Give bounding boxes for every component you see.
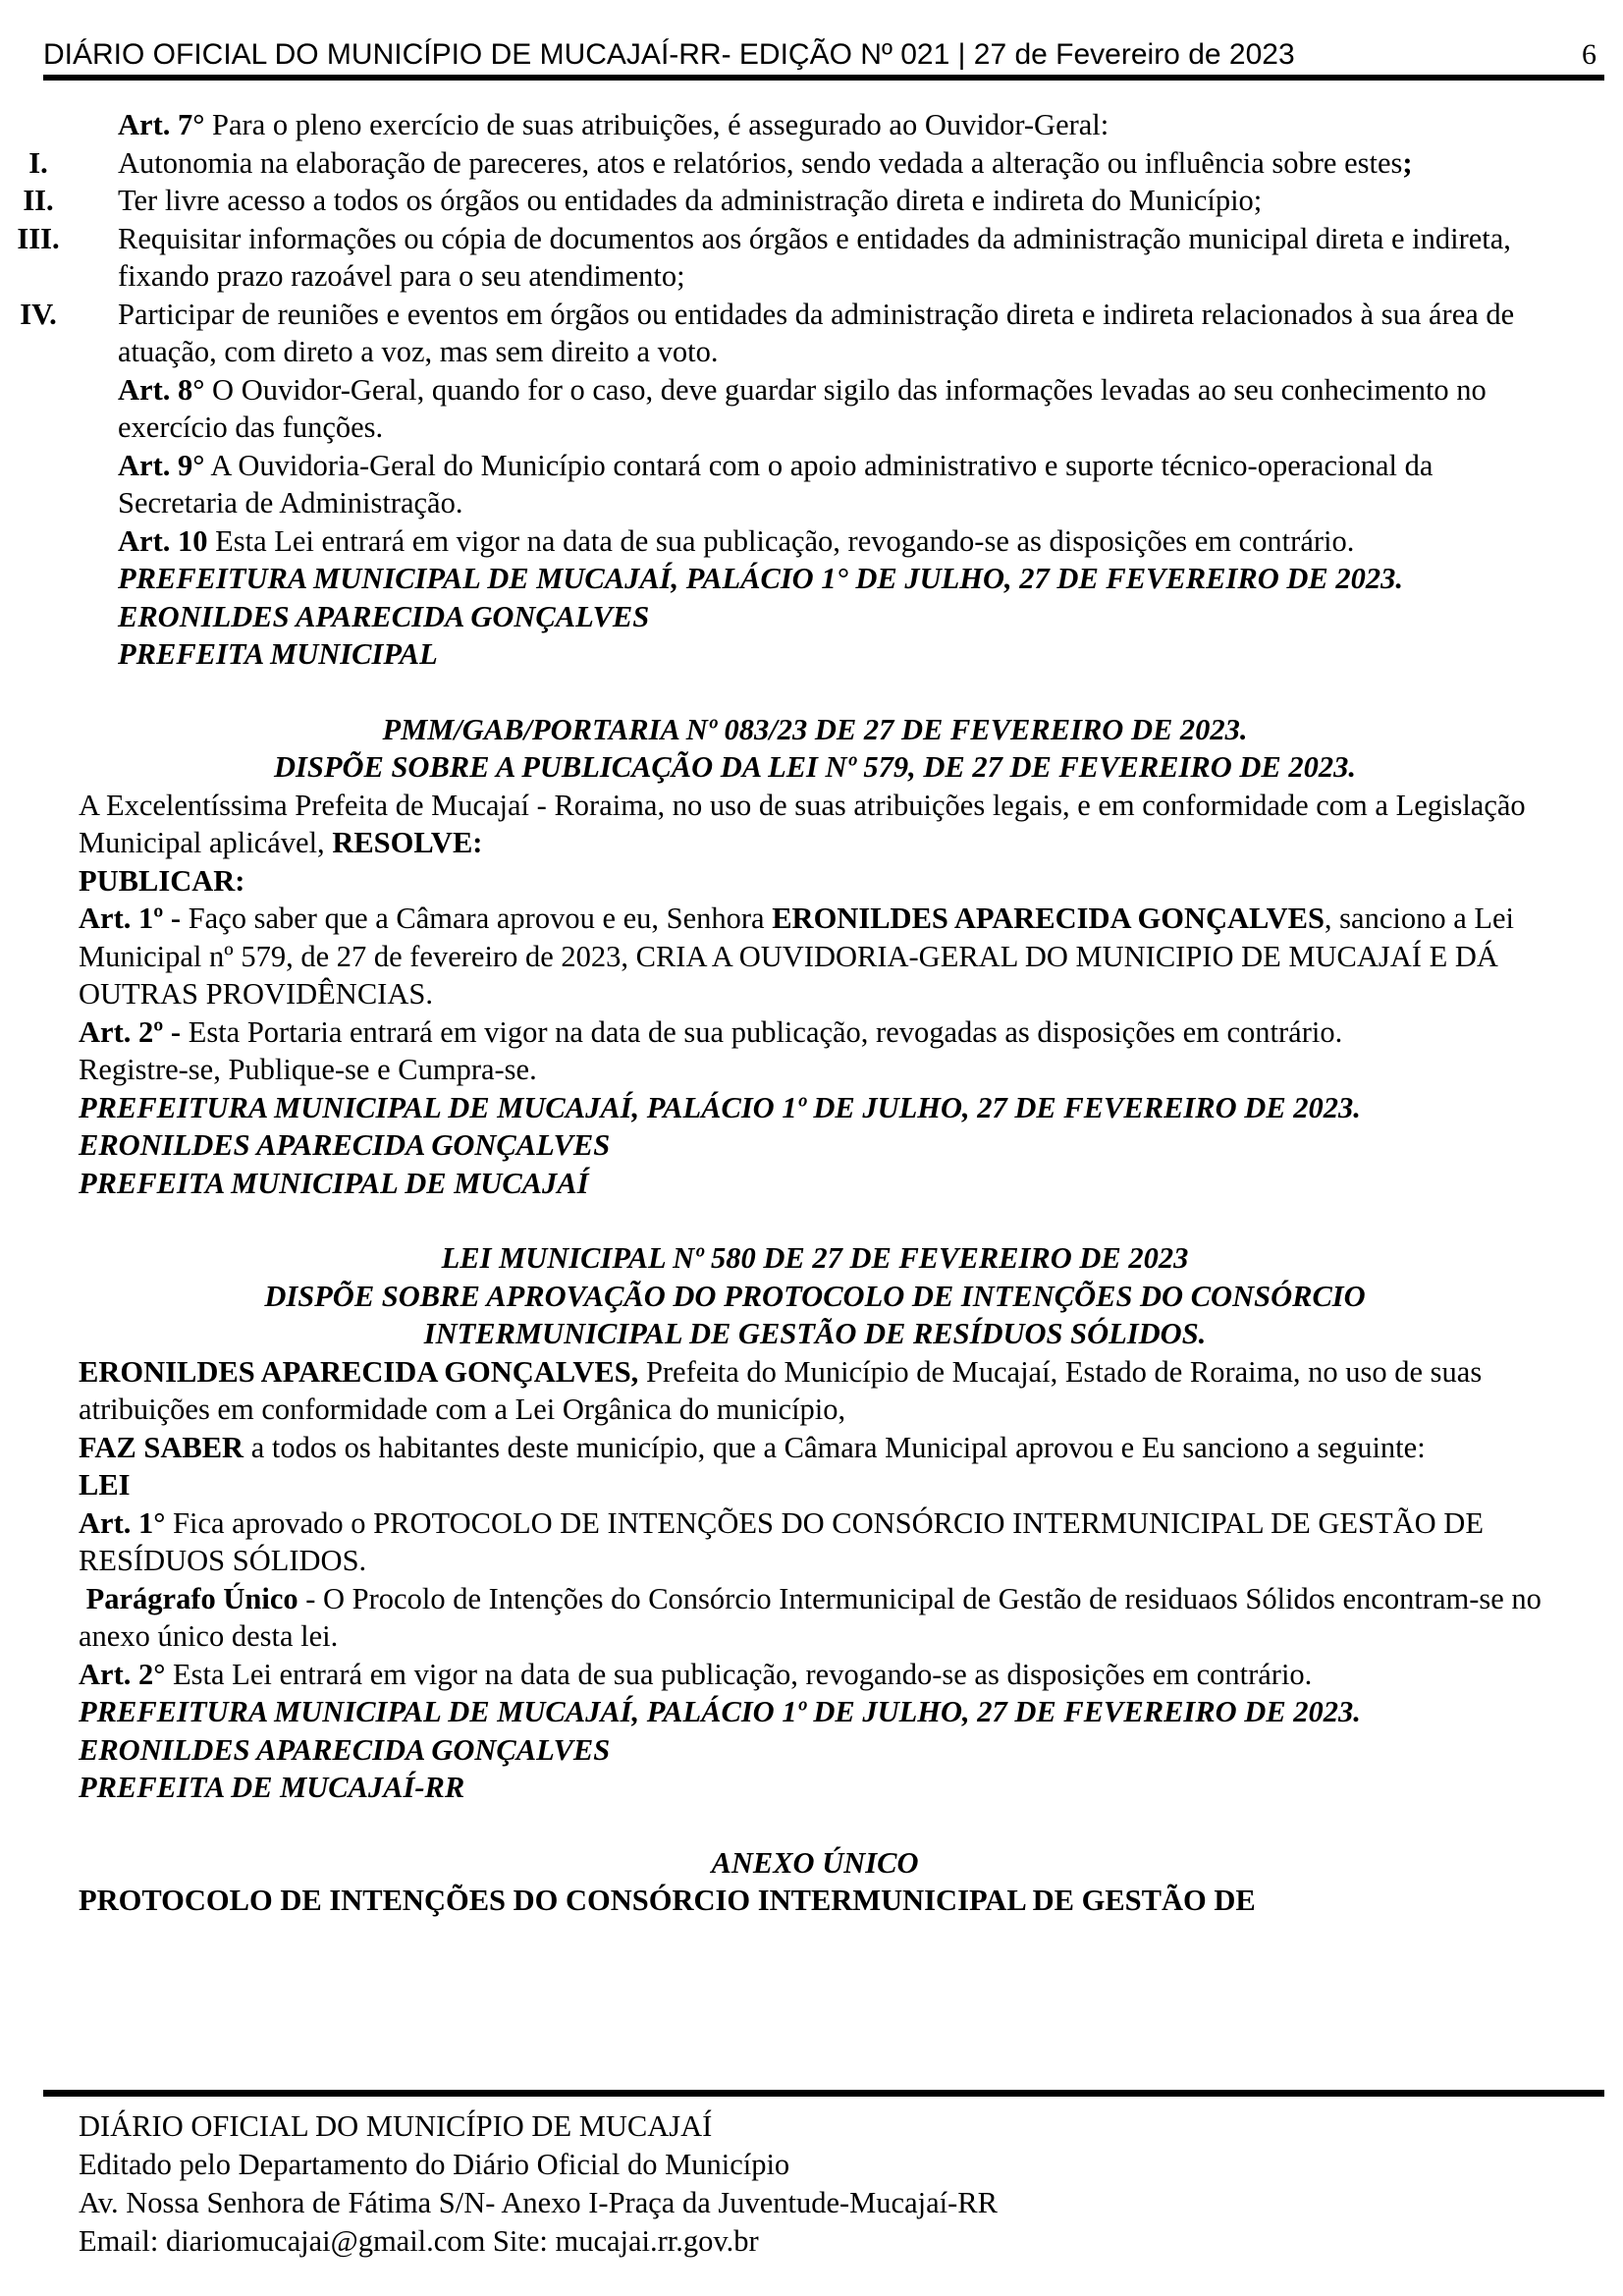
law580-art1: Art. 1° Fica aprovado o PROTOCOLO DE INTENÇÕES DO CONSÓRCIO INTERMUNICIPAL DE GESTÃO DE RESÍDUOS SÓLIDOS.	[79, 1505, 1484, 1577]
portaria-intro: A Excelentíssima Prefeita de Mucajaí - Roraima, no uso de suas atribuições legais, e em conformidade com a Legislação Municipal aplicável, RESOLVE:	[79, 788, 1526, 859]
footer-line-4: Email: diariomucajai@gmail.com Site: mucajai.rr.gov.br	[79, 2224, 759, 2258]
portaria-art2: Art. 2º - Esta Portaria entrará em vigor na data de sua publicação, revogadas as disposições em contrário.	[79, 1014, 1343, 1049]
law579-sign-name: ERONILDES APARECIDA GONÇALVES	[118, 599, 650, 633]
annex-subtitle: PROTOCOLO DE INTENÇÕES DO CONSÓRCIO INTERMUNICIPAL DE GESTÃO DE	[79, 1884, 1256, 1917]
portaria-publicar: PUBLICAR:	[79, 863, 245, 898]
law580-sign-role: PREFEITA DE MUCAJAÍ-RR	[79, 1771, 465, 1804]
law580-sign-place: PREFEITURA MUNICIPAL DE MUCAJAÍ, PALÁCIO 1º DE JULHO, 27 DE FEVEREIRO DE 2023.	[79, 1695, 1361, 1728]
law579-sign-role: PREFEITA MUNICIPAL	[118, 637, 438, 671]
law579-art7: Art. 7° Para o pleno exercício de suas atribuições, é assegurado ao Ouvidor-Geral:	[118, 108, 1109, 141]
page-footer	[79, 2107, 1551, 2261]
page-number: 6	[1582, 38, 1596, 71]
portaria-register: Registre-se, Publique-se e Cumpra-se.	[79, 1053, 537, 1086]
law580-title: LEI MUNICIPAL Nº 580 DE 27 DE FEVEREIRO DE 2023	[441, 1241, 1189, 1275]
page-header	[43, 35, 1604, 75]
law580-art2: Art. 2° Esta Lei entrará em vigor na data de sua publicação, revogando-se as disposições em contrário.	[79, 1657, 1313, 1691]
law579-item-2: II. Ter livre acesso a todos os órgãos ou entidades da administração direta e indireta do Município;	[23, 184, 1263, 217]
header-title: DIÁRIO OFICIAL DO MUNICÍPIO DE MUCAJAÍ-RR- EDIÇÃO Nº 021 | 27 de Fevereiro de 2023	[43, 38, 1295, 71]
law580-subtitle-2: INTERMUNICIPAL DE GESTÃO DE RESÍDUOS SÓLIDOS.	[423, 1317, 1207, 1350]
law579-sign-place: PREFEITURA MUNICIPAL DE MUCAJAÍ, PALÁCIO 1° DE JULHO, 27 DE FEVEREIRO DE 2023.	[118, 562, 1403, 595]
law580-paragrafo: Parágrafo Único - O Procolo de Intenções do Consórcio Intermunicipal de Gestão de residuaos Sólidos encontram-se no anexo único desta lei.	[79, 1581, 1542, 1653]
portaria-art1: Art. 1º - Faço saber que a Câmara aprovou e eu, Senhora ERONILDES APARECIDA GONÇALVES, sanciono a Lei Municipal nº 579, de 27 de fevereiro de 2023, CRIA A OUVIDORIA-GERAL DO MUNICIPIO DE MUCAJAÍ E DÁ OUTRAS PROVIDÊNCIAS.	[79, 902, 1515, 1011]
footer-line-1: DIÁRIO OFICIAL DO MUNICÍPIO DE MUCAJAÍ	[79, 2109, 713, 2143]
law579-item-1: I. Autonomia na elaboração de pareceres, atos e relatórios, sendo vedada a alteração ou influência sobre estes;	[28, 145, 1413, 180]
header-rule	[43, 75, 1604, 81]
portaria-sign-name: ERONILDES APARECIDA GONÇALVES	[79, 1128, 611, 1162]
portaria-title: PMM/GAB/PORTARIA Nº 083/23 DE 27 DE FEVEREIRO DE 2023.	[382, 712, 1248, 746]
footer-line-3: Av. Nossa Senhora de Fátima S/N- Anexo I-Praça da Juventude-Mucajaí-RR	[79, 2186, 998, 2219]
law579-item-4: IV. Participar de reuniões e eventos em órgãos ou entidades da administração direta e indireta relacionados à sua área de atuação, com direto a voz, mas sem direito a voto.	[20, 297, 1515, 368]
law580-faz-saber: FAZ SABER a todos os habitantes deste município, que a Câmara Municipal aprovou e Eu sanciono a seguinte:	[79, 1430, 1426, 1464]
law580-subtitle-1: DISPÕE SOBRE APROVAÇÃO DO PROTOCOLO DE INTENÇÕES DO CONSÓRCIO	[264, 1279, 1366, 1313]
footer-rule	[43, 2090, 1604, 2097]
page-content	[17, 106, 1551, 1920]
law580-lei: LEI	[79, 1468, 131, 1502]
law580-sign-name: ERONILDES APARECIDA GONÇALVES	[79, 1732, 611, 1767]
law579-art10: Art. 10 Esta Lei entrará em vigor na data de sua publicação, revogando-se as disposições em contrário.	[118, 523, 1355, 558]
footer-line-2: Editado pelo Departamento do Diário Oficial do Município	[79, 2148, 790, 2181]
law579-item-3: III. Requisitar informações ou cópia de documentos aos órgãos e entidades da administração municipal direta e indireta, fixando prazo razoável para o seu atendimento;	[17, 221, 1511, 293]
portaria-sign-role: PREFEITA MUNICIPAL DE MUCAJAÍ	[79, 1166, 589, 1200]
portaria-sign-place: PREFEITURA MUNICIPAL DE MUCAJAÍ, PALÁCIO 1º DE JULHO, 27 DE FEVEREIRO DE 2023.	[79, 1090, 1361, 1124]
law579-art8: Art. 8° O Ouvidor-Geral, quando for o caso, deve guardar sigilo das informações levadas ao seu conhecimento no exercício das funções.	[118, 372, 1487, 444]
law580-intro: ERONILDES APARECIDA GONÇALVES, Prefeita do Município de Mucajaí, Estado de Roraima, no uso de suas atribuições em conformidade com a Lei Orgânica do município,	[79, 1354, 1483, 1426]
law579-art9: Art. 9° A Ouvidoria-Geral do Município contará com o apoio administrativo e suporte técnico-operacional da Secretaria de Administração.	[118, 448, 1434, 519]
portaria-subtitle: DISPÕE SOBRE A PUBLICAÇÃO DA LEI Nº 579, DE 27 DE FEVEREIRO DE 2023.	[273, 750, 1357, 784]
annex-title: ANEXO ÚNICO	[711, 1845, 919, 1880]
